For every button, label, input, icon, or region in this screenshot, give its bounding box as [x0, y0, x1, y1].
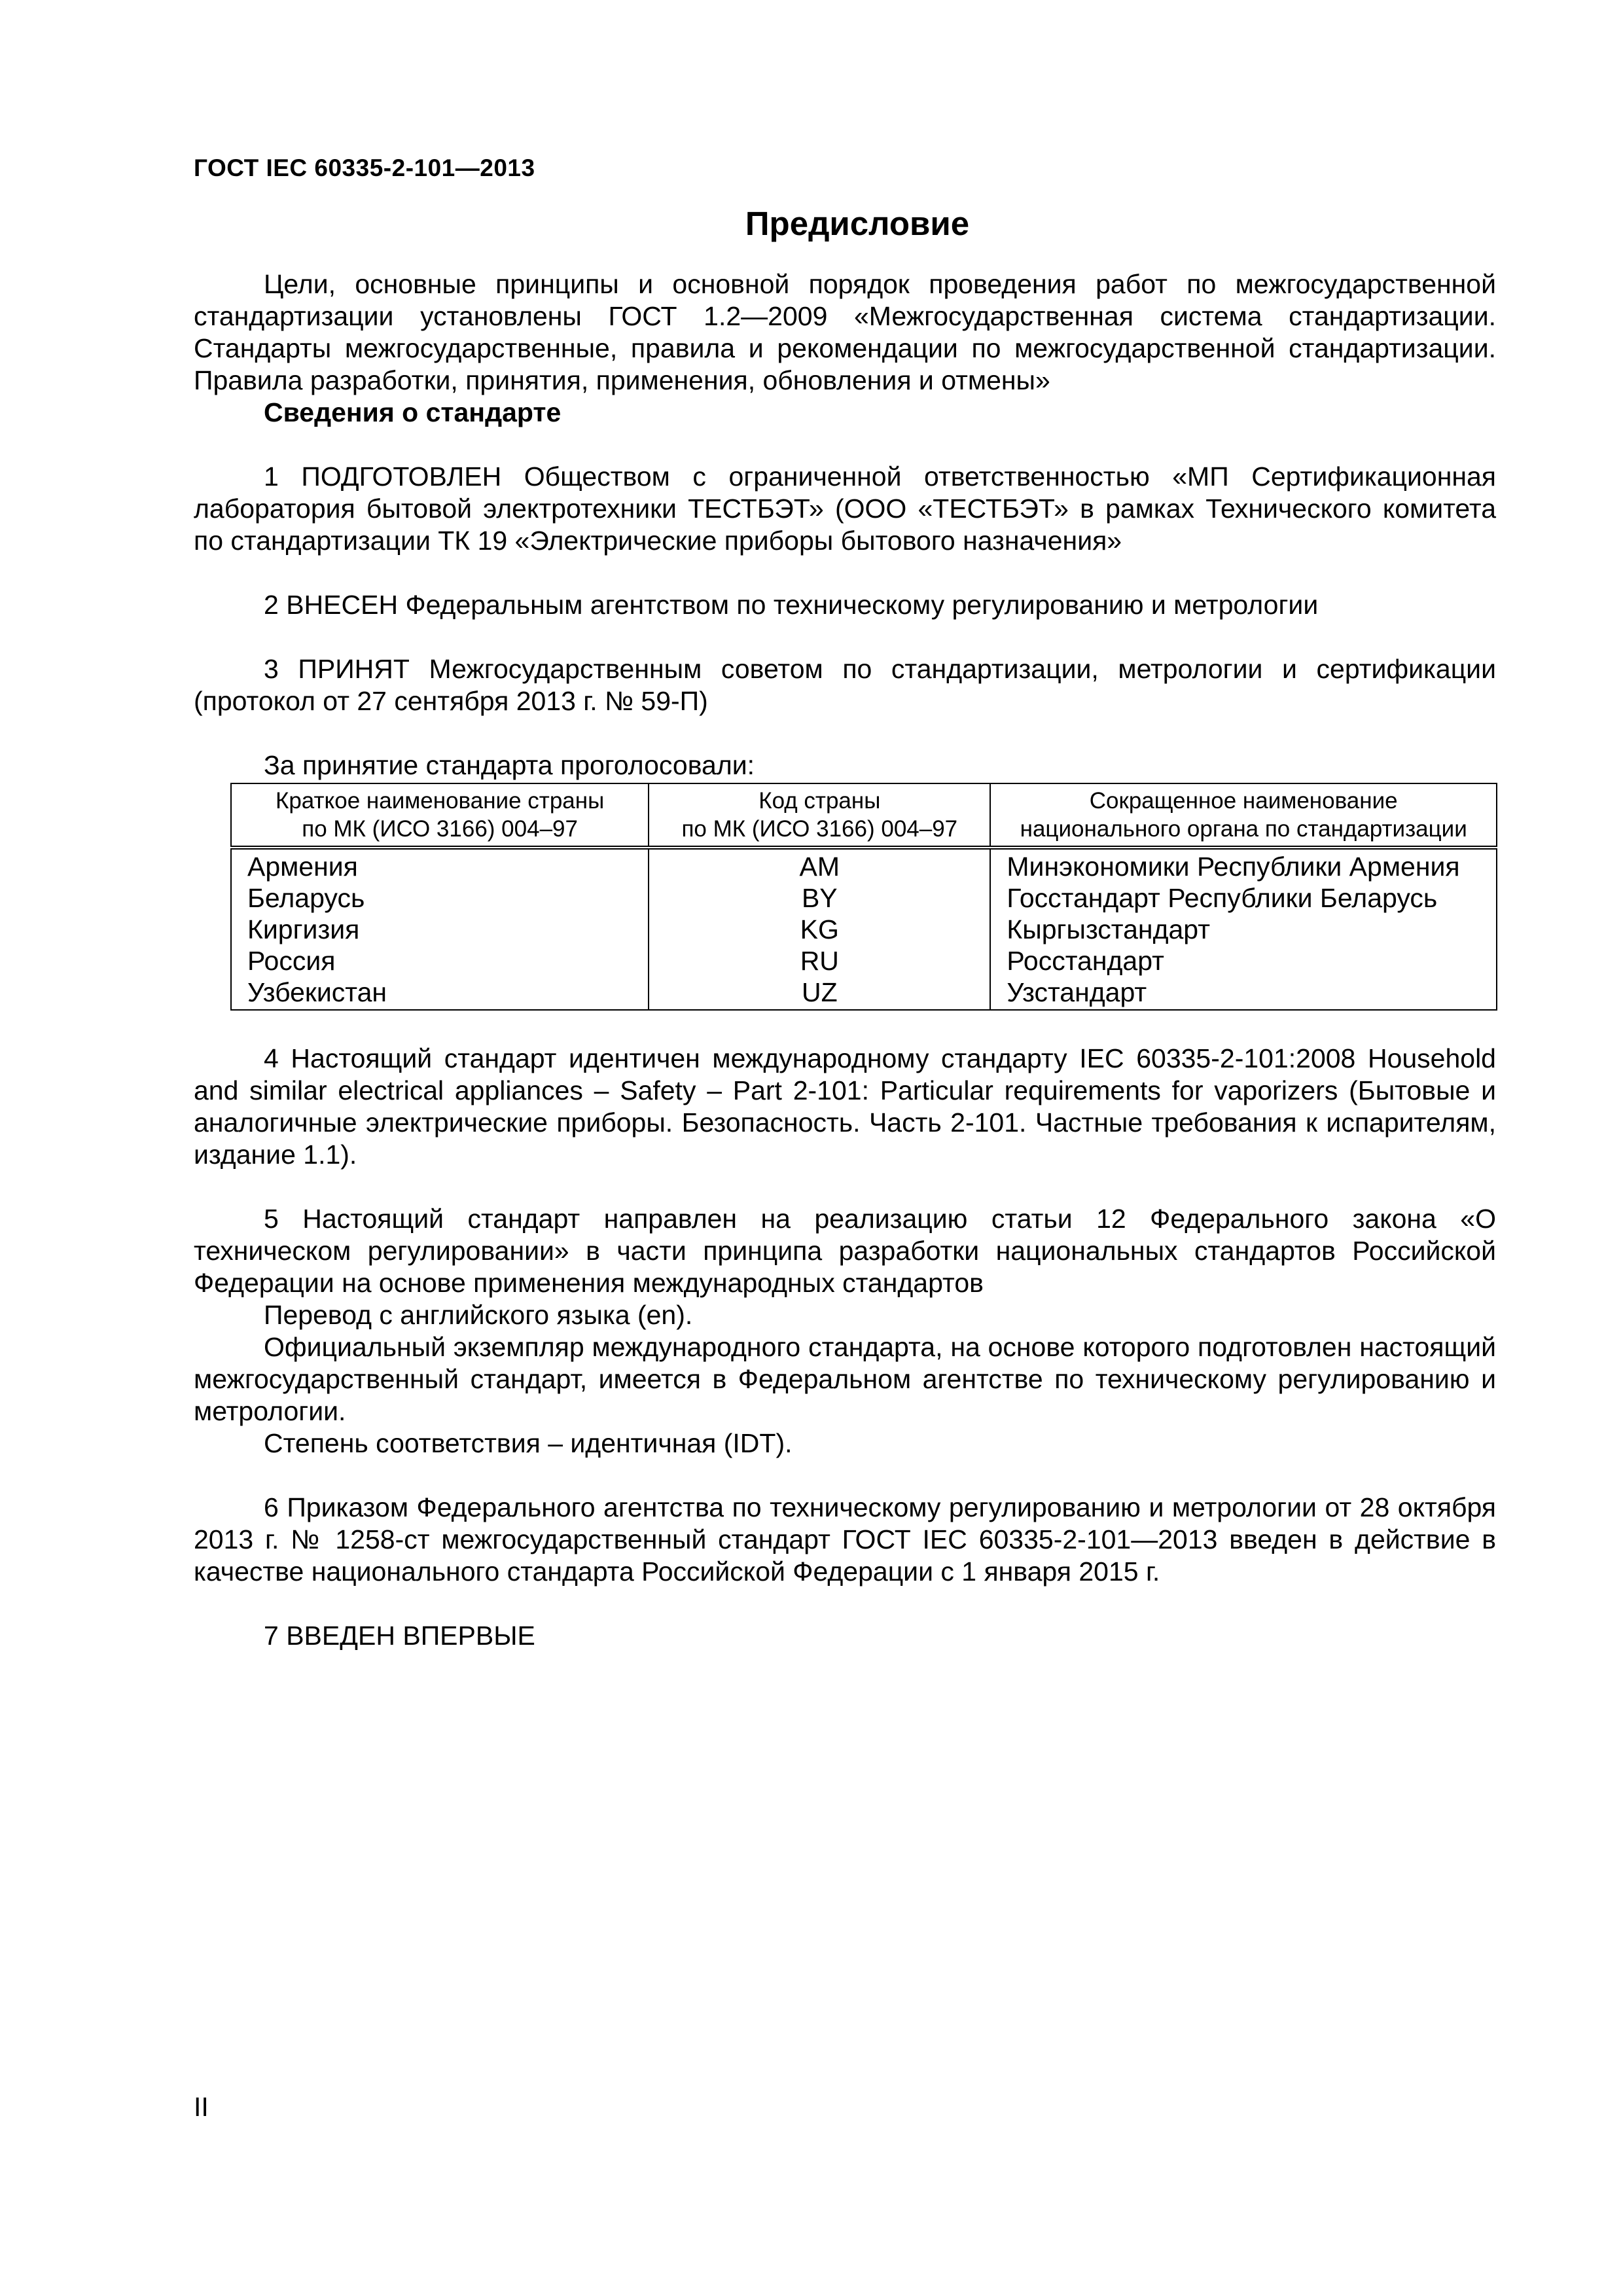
standards-body-cell: Росстандарт — [990, 945, 1497, 977]
table-row — [231, 945, 1497, 977]
code-cell: KG — [649, 914, 990, 945]
standards-body-cell: Минэкономики Республики Армения — [990, 848, 1497, 882]
standards-body-cell: Госстандарт Республики Беларусь — [990, 882, 1497, 914]
country-cell: Армения — [231, 848, 649, 882]
code-cell: RU — [649, 945, 990, 977]
vote-table — [230, 783, 1497, 1011]
country-cell: Беларусь — [231, 882, 649, 914]
translation-note: Перевод с английского языка (en). — [264, 1300, 693, 1330]
prepared-by-paragraph: 1 ПОДГОТОВЛЕН Обществом с ограниченной ответственностью «МП Сертификационная лаборатория бытовой электротехники ТЕСТБЭТ» (ООО «ТЕСТБЭТ» в рамках Технического комитета по стандартизации ТК 19 «Электрические приборы бытового назначения» — [194, 461, 1496, 556]
country-name-header — [231, 783, 649, 848]
country-cell: Узбекистан — [231, 977, 649, 1010]
header-line: по МК (ИСО 3166) 004–97 — [681, 816, 958, 842]
header-line: Код страны — [758, 788, 881, 814]
header-line: Краткое наименование страны — [275, 788, 605, 814]
intro-paragraph: Цели, основные принципы и основной порядок проведения работ по межгосударственной стандартизации установлены ГОСТ 1.2—2009 «Межгосударственная система стандартизации. Стандарты межгосударственные, правила и рекомендации по межгосударственной стандартизации. Правила разработки, принятия, применения, обновления и отмены» — [194, 269, 1496, 395]
standards-body-header — [990, 783, 1497, 848]
code-cell: UZ — [649, 977, 990, 1010]
adopted-by-paragraph: 3 ПРИНЯТ Межгосударственным советом по стандартизации, метрологии и сертификации (протокол от 27 сентября 2013 г. № 59-П) — [194, 654, 1496, 716]
country-cell: Россия — [231, 945, 649, 977]
page-number: II — [194, 2092, 209, 2122]
standards-body-cell: Кыргызстандарт — [990, 914, 1497, 945]
standard-info-subheading: Сведения о стандарте — [264, 397, 562, 427]
first-introduced-paragraph: 7 ВВЕДЕН ВПЕРВЫЕ — [264, 1621, 535, 1651]
country-cell: Киргизия — [231, 914, 649, 945]
official-copy-paragraph: Официальный экземпляр международного стандарта, на основе которого подготовлен настоящий межгосударственный стандарт, имеется в Федеральном агентстве по техническому регулированию и метрологии. — [194, 1332, 1496, 1426]
federal-law-paragraph: 5 Настоящий стандарт направлен на реализацию статьи 12 Федерального закона «О техническом регулировании» в части принципа разработки национальных стандартов Российской Федерации на основе применения международных стандартов — [194, 1204, 1496, 1298]
document-body — [194, 268, 1496, 1652]
standards-body-cell: Узстандарт — [990, 977, 1497, 1010]
order-paragraph: 6 Приказом Федерального агентства по техническому регулированию и метрологии от 28 октября 2013 г. № 1258-ст межгосударственный стандарт ГОСТ IEC 60335-2-101—2013 введен в действие в качестве национального стандарта Российской Федерации с 1 января 2015 г. — [194, 1492, 1496, 1587]
page-title: Предисловие — [745, 205, 970, 242]
vote-table-header-row — [231, 783, 1497, 848]
table-row — [231, 848, 1497, 882]
country-code-header — [649, 783, 990, 848]
table-row — [231, 882, 1497, 914]
table-row — [231, 977, 1497, 1010]
submitted-by-paragraph: 2 ВНЕСЕН Федеральным агентством по техническому регулированию и метрологии — [264, 590, 1319, 620]
document-code-header: ГОСТ IEC 60335-2-101—2013 — [194, 154, 535, 181]
vote-table-intro: За принятие стандарта проголосовали: — [264, 750, 755, 780]
identical-standard-paragraph: 4 Настоящий стандарт идентичен международному стандарту IEC 60335-2-101:2008 Household and similar electrical appliances – Safety – Part 2-101: Particular requirements for vaporizers (Бытовые и аналогичные электрические приборы. Безопасность. Часть 2-101. Частные требования к испарителям, издание 1.1). — [194, 1043, 1496, 1170]
code-cell: BY — [649, 882, 990, 914]
code-cell: AM — [649, 848, 990, 882]
header-line: Сокращенное наименование — [1089, 788, 1398, 814]
conformity-degree: Степень соответствия – идентичная (IDT). — [264, 1428, 793, 1458]
table-row — [231, 914, 1497, 945]
header-line: по МК (ИСО 3166) 004–97 — [302, 816, 578, 842]
header-line: национального органа по стандартизации — [1020, 816, 1467, 842]
